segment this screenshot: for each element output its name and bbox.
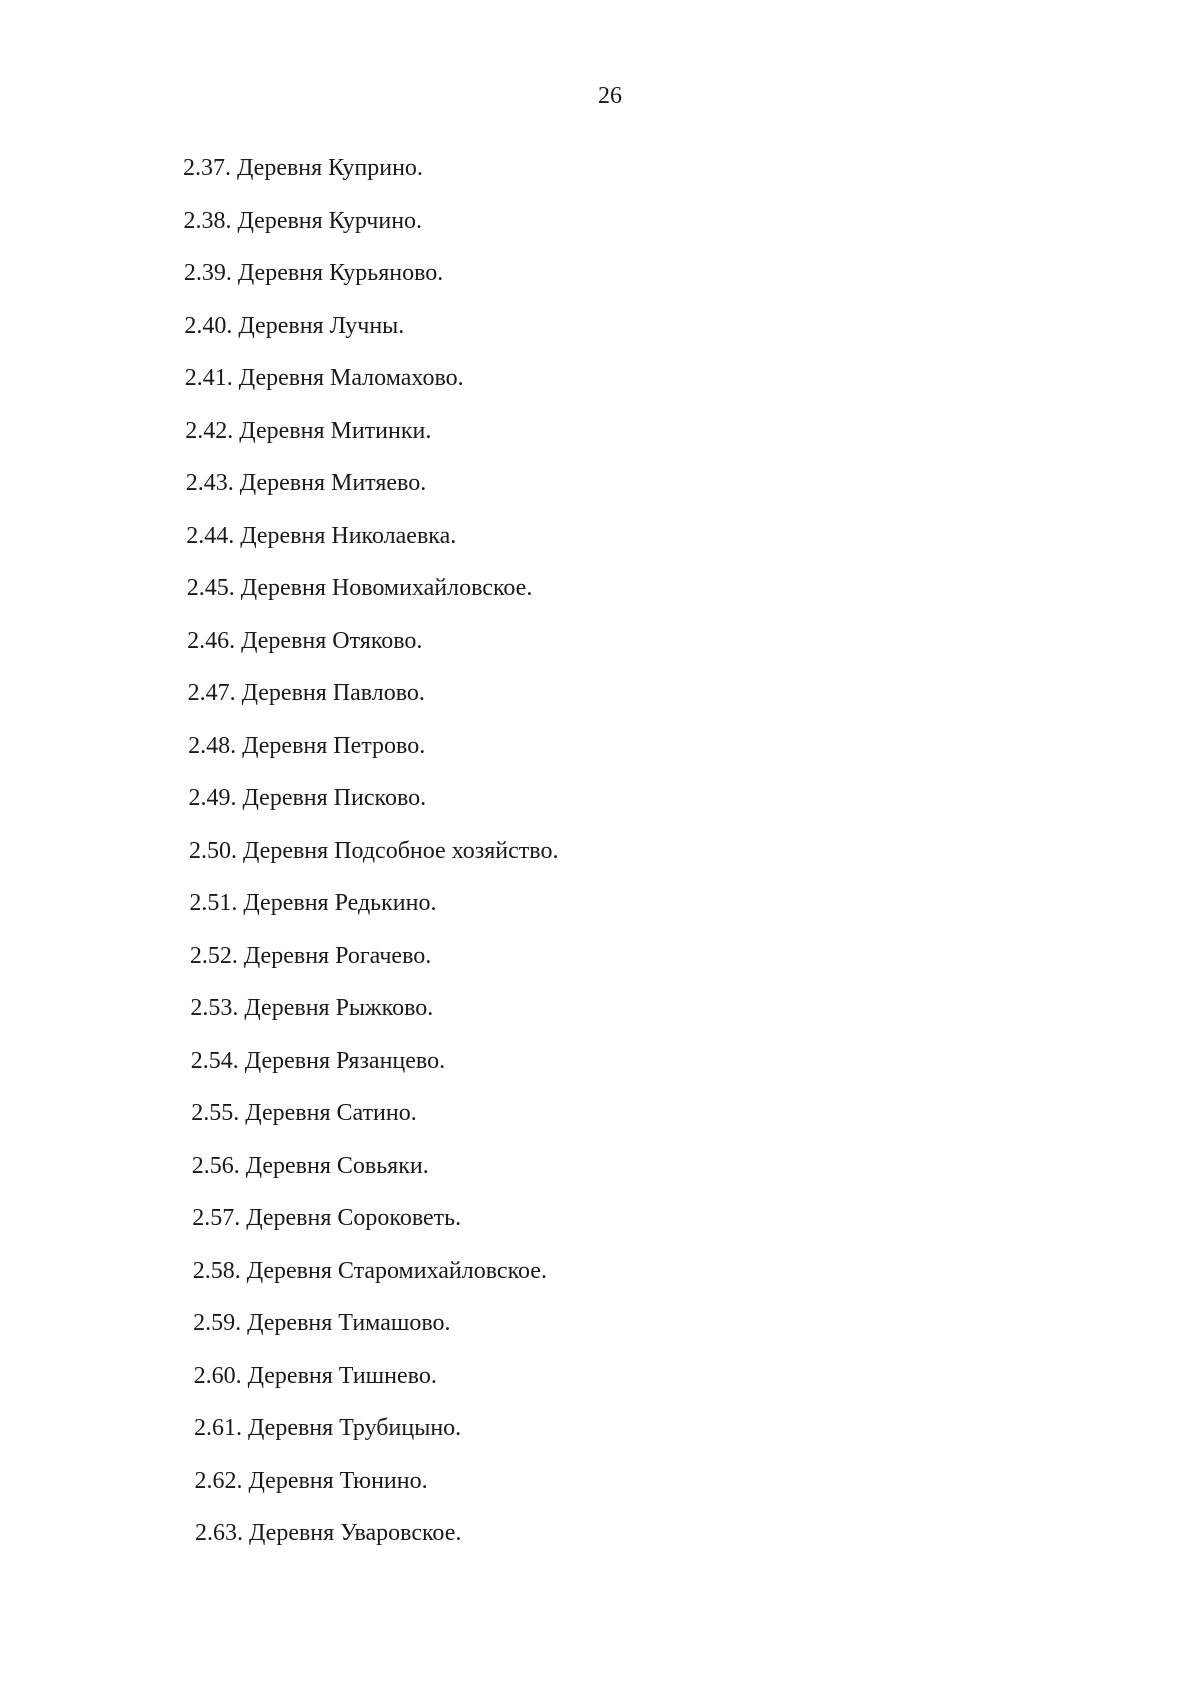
item-number: 2.39. xyxy=(183,260,232,286)
item-number: 2.51. xyxy=(189,890,238,916)
item-text: Деревня Рыжково. xyxy=(244,995,434,1021)
item-text: Деревня Старомихайловское. xyxy=(246,1257,547,1284)
item-text: Деревня Подсобное хозяйство. xyxy=(243,837,559,864)
item-text: Деревня Куприно. xyxy=(237,155,423,181)
list-item xyxy=(0,1412,1000,1465)
item-text: Деревня Курчино. xyxy=(237,207,423,234)
list-item xyxy=(0,205,1000,258)
list-item xyxy=(0,1150,1000,1203)
item-text: Деревня Митинки. xyxy=(239,417,432,444)
list-item xyxy=(0,520,1000,573)
list-item xyxy=(0,625,1000,678)
item-number: 2.53. xyxy=(190,995,239,1021)
list-item xyxy=(0,572,1000,625)
item-number: 2.57. xyxy=(192,1205,241,1231)
item-text: Деревня Уваровское. xyxy=(249,1520,462,1546)
item-text: Деревня Трубицыно. xyxy=(248,1415,462,1441)
list-item xyxy=(0,887,1000,940)
item-text: Деревня Тишнево. xyxy=(247,1362,437,1389)
list-item xyxy=(0,730,1000,783)
item-number: 2.49. xyxy=(188,785,237,811)
list-item xyxy=(0,1307,1000,1360)
list-item xyxy=(0,1045,1000,1098)
item-number: 2.43. xyxy=(185,470,234,496)
list-item xyxy=(0,1097,1000,1150)
item-number: 2.59. xyxy=(193,1310,242,1336)
item-text: Деревня Совьяки. xyxy=(245,1152,429,1179)
list-item xyxy=(0,257,1000,310)
item-text: Деревня Рогачево. xyxy=(243,942,432,969)
item-number: 2.44. xyxy=(186,522,235,549)
item-text: Деревня Сороковеть. xyxy=(246,1205,462,1231)
list-item xyxy=(0,467,1000,520)
item-text: Деревня Сатино. xyxy=(245,1100,417,1126)
item-text: Деревня Митяево. xyxy=(239,470,427,496)
item-number: 2.48. xyxy=(188,732,237,759)
item-number: 2.42. xyxy=(185,417,234,444)
item-number: 2.62. xyxy=(194,1467,243,1494)
item-text: Деревня Маломахово. xyxy=(238,365,464,391)
list-item xyxy=(0,1255,1000,1308)
item-text: Деревня Редькино. xyxy=(243,890,437,916)
item-number: 2.56. xyxy=(191,1152,240,1179)
item-number: 2.47. xyxy=(187,680,236,706)
item-text: Деревня Лучны. xyxy=(238,312,405,339)
list-item xyxy=(0,310,1000,363)
item-number: 2.55. xyxy=(191,1100,240,1126)
item-number: 2.61. xyxy=(194,1415,242,1441)
item-number: 2.54. xyxy=(190,1047,239,1074)
item-number: 2.45. xyxy=(186,575,235,601)
list-item xyxy=(0,782,1000,835)
settlement-list xyxy=(0,152,1000,1570)
item-number: 2.41. xyxy=(184,365,233,391)
item-text: Деревня Николаевка. xyxy=(240,522,457,549)
item-text: Деревня Отяково. xyxy=(241,627,423,654)
item-number: 2.58. xyxy=(192,1257,241,1284)
item-number: 2.50. xyxy=(189,837,237,864)
item-number: 2.52. xyxy=(189,942,238,969)
item-number: 2.37. xyxy=(183,155,231,181)
list-item xyxy=(0,992,1000,1045)
list-item xyxy=(0,677,1000,730)
list-item xyxy=(0,835,1000,888)
item-number: 2.38. xyxy=(183,207,232,234)
list-item xyxy=(0,1517,1000,1570)
item-text: Деревня Павлово. xyxy=(241,680,425,706)
list-item xyxy=(0,1202,1000,1255)
list-item xyxy=(0,152,1000,205)
list-item xyxy=(0,415,1000,468)
item-text: Деревня Новомихайловское. xyxy=(240,575,533,601)
item-text: Деревня Петрово. xyxy=(242,732,426,759)
item-text: Деревня Курьяново. xyxy=(237,260,444,286)
item-number: 2.46. xyxy=(187,627,236,654)
item-text: Деревня Тюнино. xyxy=(248,1467,428,1494)
page-number: 26 xyxy=(598,83,622,109)
item-text: Деревня Рязанцево. xyxy=(244,1047,446,1074)
list-item xyxy=(0,362,1000,415)
item-number: 2.40. xyxy=(184,312,233,339)
item-text: Деревня Писково. xyxy=(242,785,427,811)
item-number: 2.60. xyxy=(193,1362,242,1389)
list-item xyxy=(0,1465,1000,1518)
item-number: 2.63. xyxy=(195,1520,243,1546)
list-item xyxy=(0,1360,1000,1413)
item-text: Деревня Тимашово. xyxy=(247,1310,451,1336)
list-item xyxy=(0,940,1000,993)
